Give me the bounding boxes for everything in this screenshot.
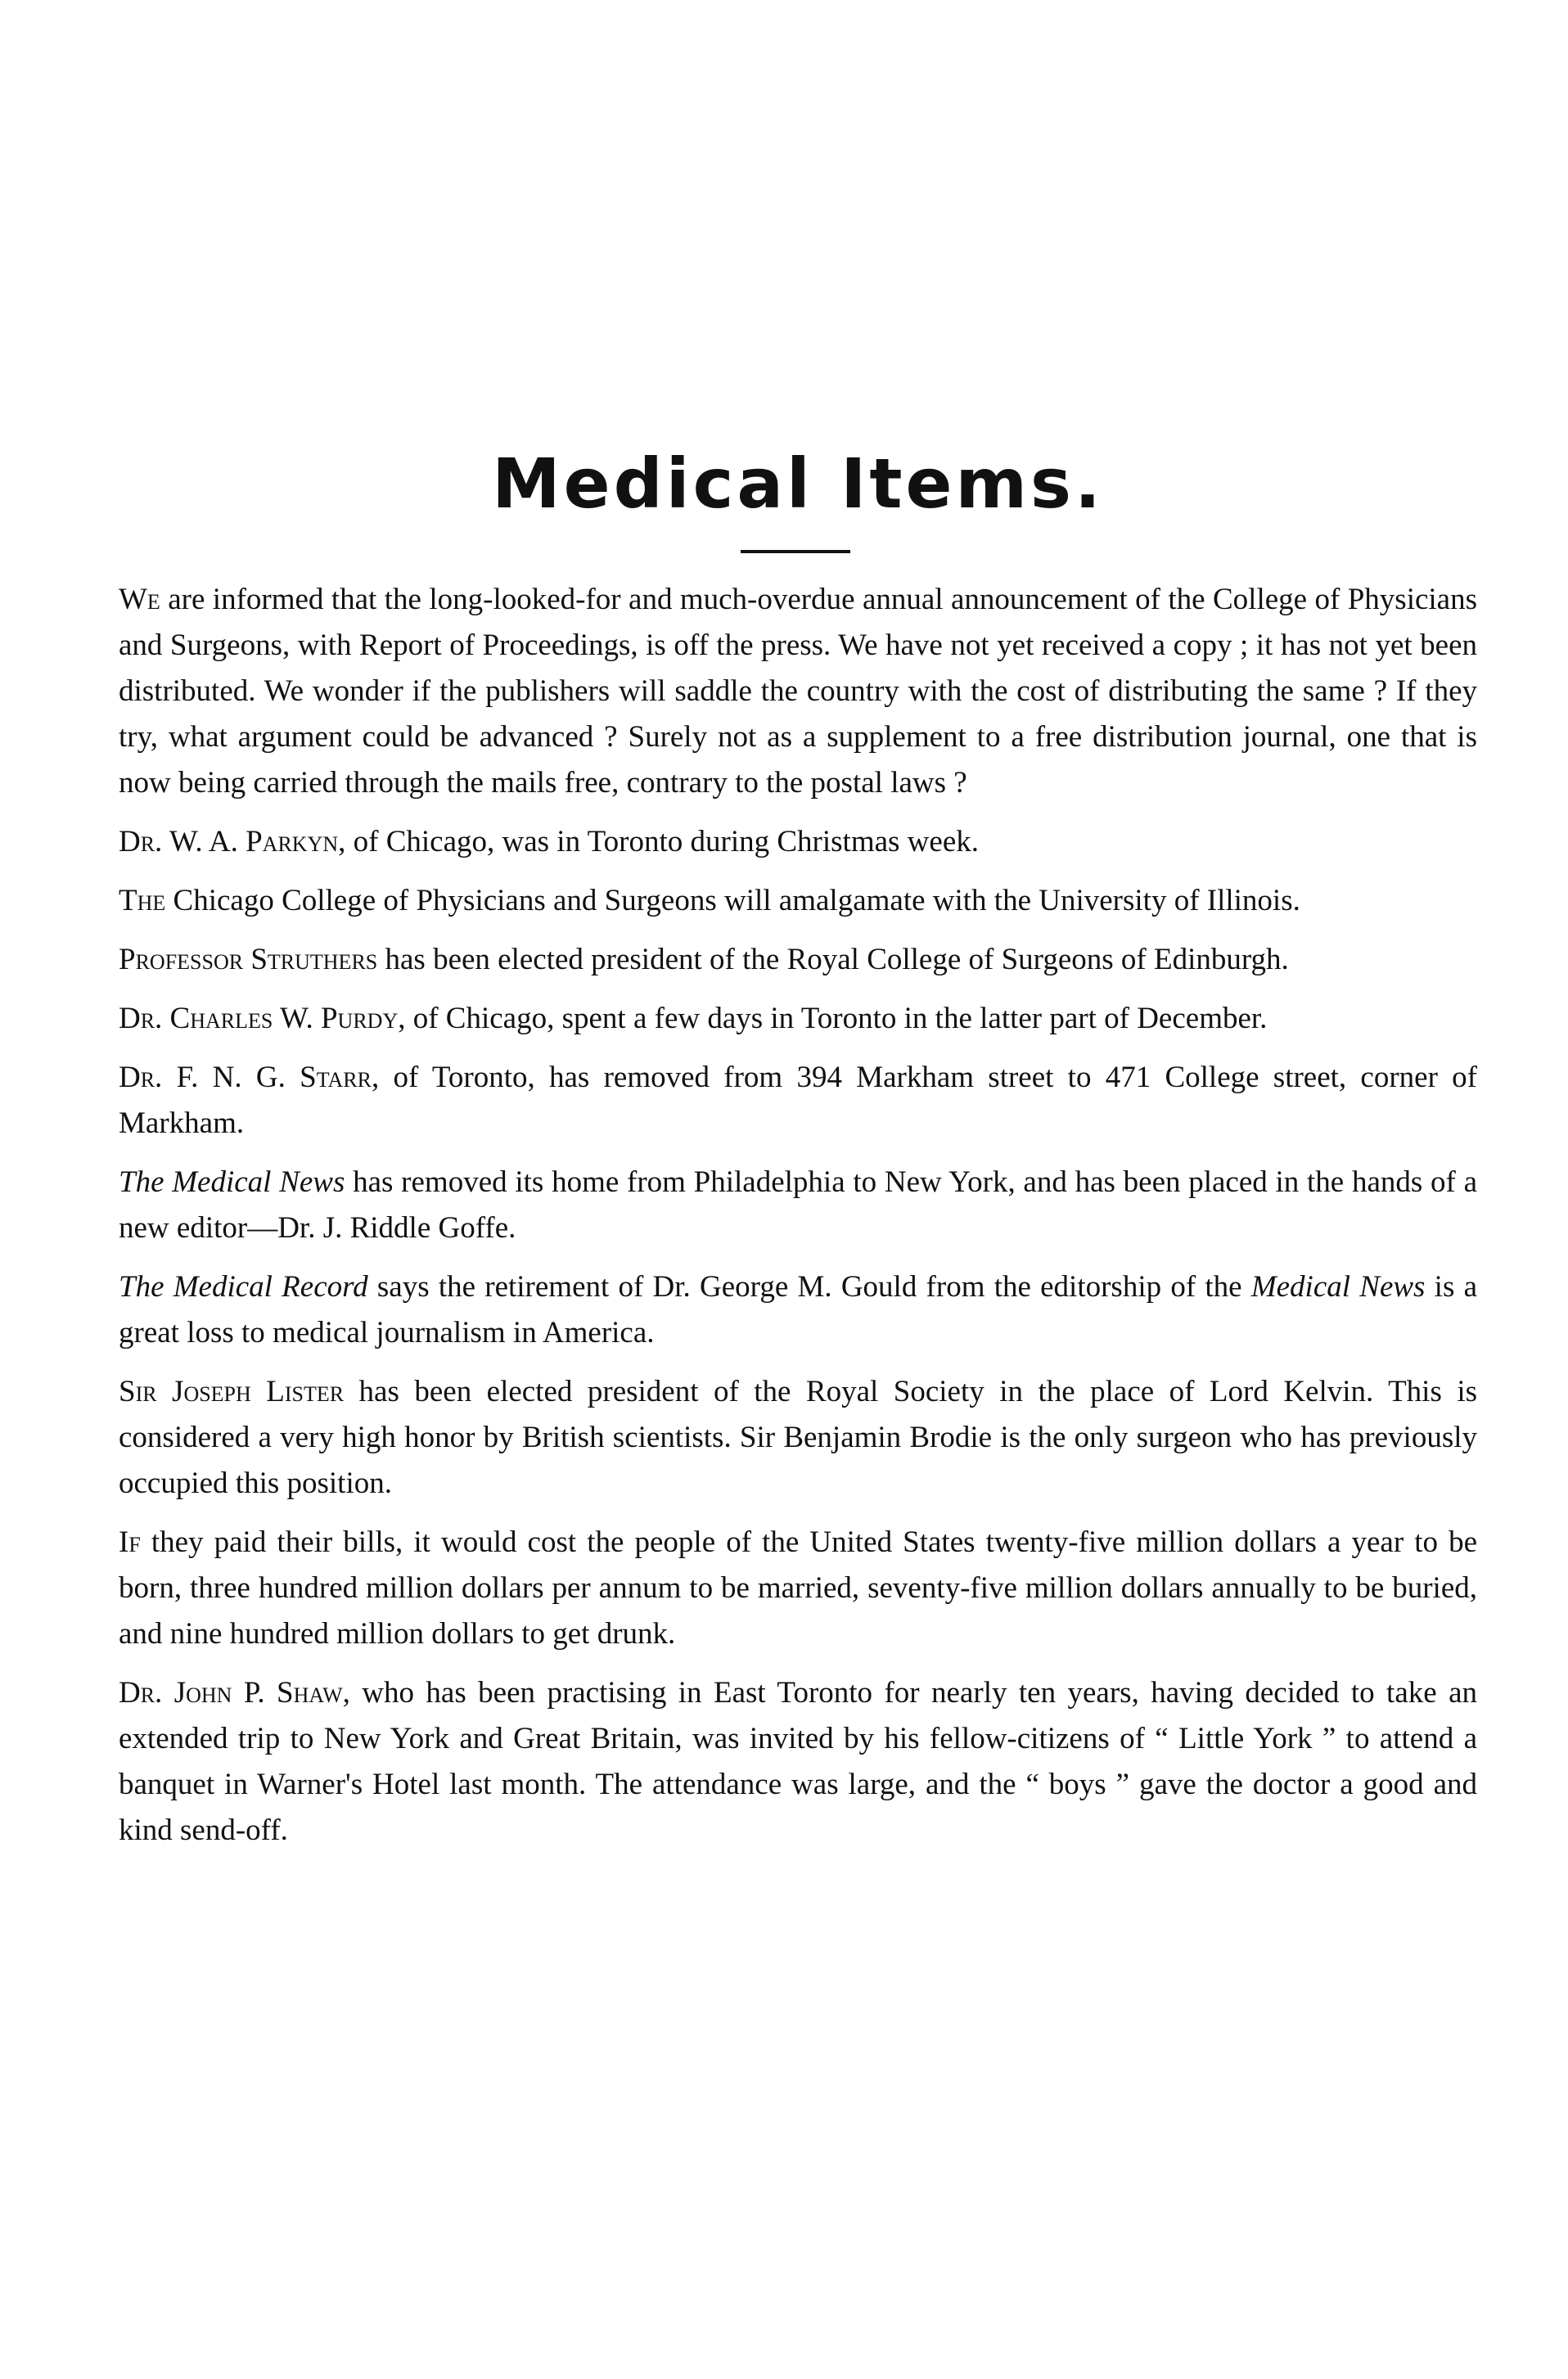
item-shaw [119, 1670, 1477, 1854]
item-lead: Dr. Charles W. Purdy, [119, 1002, 406, 1035]
item-text: has been elected president of the Royal Society in the place of Lord Kelvin. This is considered a very high honor by British scientists. Sir Benjamin Brodie is the only surgeon who has previously occupied this position. [119, 1375, 1477, 1500]
item-text: says the retirement of Dr. George M. Gould from the editorship of the [367, 1270, 1251, 1304]
item-announcement [119, 577, 1477, 806]
item-text-after: is a great loss to medical journalism in America. [119, 1270, 1478, 1349]
items-list [119, 577, 1477, 1867]
item-text: has removed its home from Philadelphia to New York, and has been placed in the hands of a new editor—Dr. J. Riddle Goffe. [119, 1165, 1478, 1245]
item-lead: If [119, 1525, 141, 1559]
item-parkyn [119, 819, 1477, 865]
item-text: of Chicago, was in Toronto during Christmas week. [345, 825, 979, 858]
item-text: has been elected president of the Royal College of Surgeons of Edinburgh. [377, 943, 1289, 976]
item-lead: The [119, 884, 166, 917]
item-italic-lead: The Medical Record [119, 1270, 368, 1304]
item-medical-record [119, 1264, 1477, 1356]
item-purdy [119, 996, 1477, 1042]
item-italic-lead: The Medical News [119, 1165, 345, 1199]
item-chicago-college [119, 878, 1477, 924]
item-text: who has been practising in East Toronto for nearly ten years, having decided to take an extended trip to New York and Great Britain, was invited by his fellow-citizens of “ Little York ” to attend a banquet in Warner's Hotel last month. The attendance was large, and the “ boys ” gave the doctor a good and kind send-off. [119, 1676, 1478, 1847]
item-bills [119, 1520, 1477, 1657]
item-text: Chicago College of Physicians and Surgeons will amalgamate with the University of Illinois. [165, 884, 1300, 917]
item-italic-mid: Medical News [1250, 1270, 1426, 1304]
title-rule [741, 550, 850, 553]
page [119, 0, 1477, 2379]
item-lead: Dr. John P. Shaw, [119, 1676, 350, 1710]
item-starr [119, 1055, 1477, 1147]
item-text: they paid their bills, it would cost the people of the United States twenty-five million dollars a year to be born, three hundred million dollars per annum to be married, seventy-five million dollars annually to be buried, and nine hundred million dollars to get drunk. [119, 1525, 1477, 1651]
page-title: Medical Items. [492, 444, 1104, 524]
item-text: of Chicago, spent a few days in Toronto in the latter part of December. [405, 1002, 1268, 1035]
item-struthers [119, 937, 1477, 983]
item-lead: Dr. F. N. G. Starr, [119, 1061, 380, 1094]
item-lead: Sir Joseph Lister [119, 1375, 345, 1408]
item-text: of Toronto, has removed from 394 Markham street to 471 College street, corner of Markham. [119, 1061, 1477, 1140]
item-lead: Dr. W. A. Parkyn, [119, 825, 346, 858]
item-text: are informed that the long-looked-for and much-overdue annual announcement of the College of Physicians and Surgeons, with Report of Proceedings, is off the press. We have not yet received a copy ; it has not yet been distributed. We wonder if the publishers will saddle the country with the cost of distributing the same ? If they try, what argument could be advanced ? Surely not as a supplement to a free distribution journal, one that is now being carried through the mails free, contrary to the postal laws ? [119, 583, 1477, 800]
item-lister [119, 1369, 1477, 1507]
item-medical-news [119, 1160, 1477, 1251]
item-lead: We [119, 583, 160, 616]
item-lead: Professor Struthers [119, 943, 378, 976]
